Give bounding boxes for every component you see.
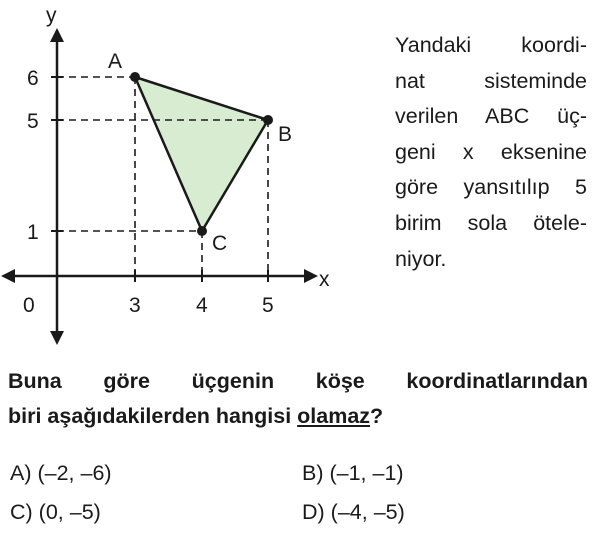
- description-line: verilen ABC üç-: [395, 104, 587, 129]
- y-axis-label: y: [46, 4, 57, 27]
- description-line: geni x eksenine: [395, 139, 587, 164]
- question-text: [8, 364, 588, 434]
- coordinate-figure: [0, 0, 340, 350]
- description-line: birim sola ötele-: [395, 210, 587, 235]
- description-line: nat sisteminde: [395, 68, 587, 93]
- x-tick-label: 3: [129, 294, 141, 317]
- option-d[interactable]: [302, 500, 405, 525]
- question-prefix: biri aşağıdakilerden hangisi: [8, 404, 298, 428]
- option-c[interactable]: [10, 500, 101, 525]
- x-axis-arrow-right: [304, 269, 318, 283]
- option-a[interactable]: [10, 461, 112, 486]
- option-b[interactable]: [302, 461, 404, 486]
- description-line: Yandaki koordi-: [395, 33, 587, 57]
- coordinate-plane: [0, 0, 340, 350]
- option-letter: D): [302, 500, 325, 524]
- question-line-2: [8, 399, 588, 434]
- vertex-c-label: C: [212, 232, 228, 255]
- option-value: (–4, –5): [330, 500, 405, 524]
- description-line: göre yansıtılıp 5: [395, 175, 587, 200]
- triangle-abc: [135, 77, 268, 231]
- option-letter: A): [10, 461, 32, 485]
- vertex-b-label: B: [278, 123, 293, 146]
- y-axis-arrow-down: [50, 331, 64, 345]
- vertex-a-label: A: [108, 50, 123, 73]
- x-tick-label: 5: [262, 294, 274, 317]
- question-line-1: Buna göre üçgenin köşe koordinatlarından: [8, 369, 588, 393]
- x-axis-arrow-left: [1, 269, 15, 283]
- option-letter: B): [302, 461, 324, 485]
- y-tick-label: 1: [27, 221, 39, 244]
- option-value: (–2, –6): [37, 461, 112, 485]
- question-suffix: ?: [370, 404, 384, 428]
- y-axis-arrow-up: [50, 28, 64, 42]
- x-axis-label: x: [319, 268, 330, 291]
- origin-label: 0: [23, 294, 35, 317]
- x-tick-label: 4: [196, 294, 208, 317]
- y-tick-label: 5: [27, 110, 39, 133]
- option-value: (–1, –1): [329, 461, 404, 485]
- vertex-b-point: [263, 115, 273, 125]
- vertex-a-point: [130, 72, 140, 82]
- question-emphasis: olamaz: [297, 404, 371, 428]
- option-letter: C): [10, 500, 33, 524]
- description-line: niyor.: [395, 246, 447, 271]
- vertex-c-point: [197, 226, 207, 236]
- problem-description: [395, 28, 587, 277]
- y-tick-label: 6: [27, 67, 39, 90]
- option-value: (0, –5): [38, 500, 101, 524]
